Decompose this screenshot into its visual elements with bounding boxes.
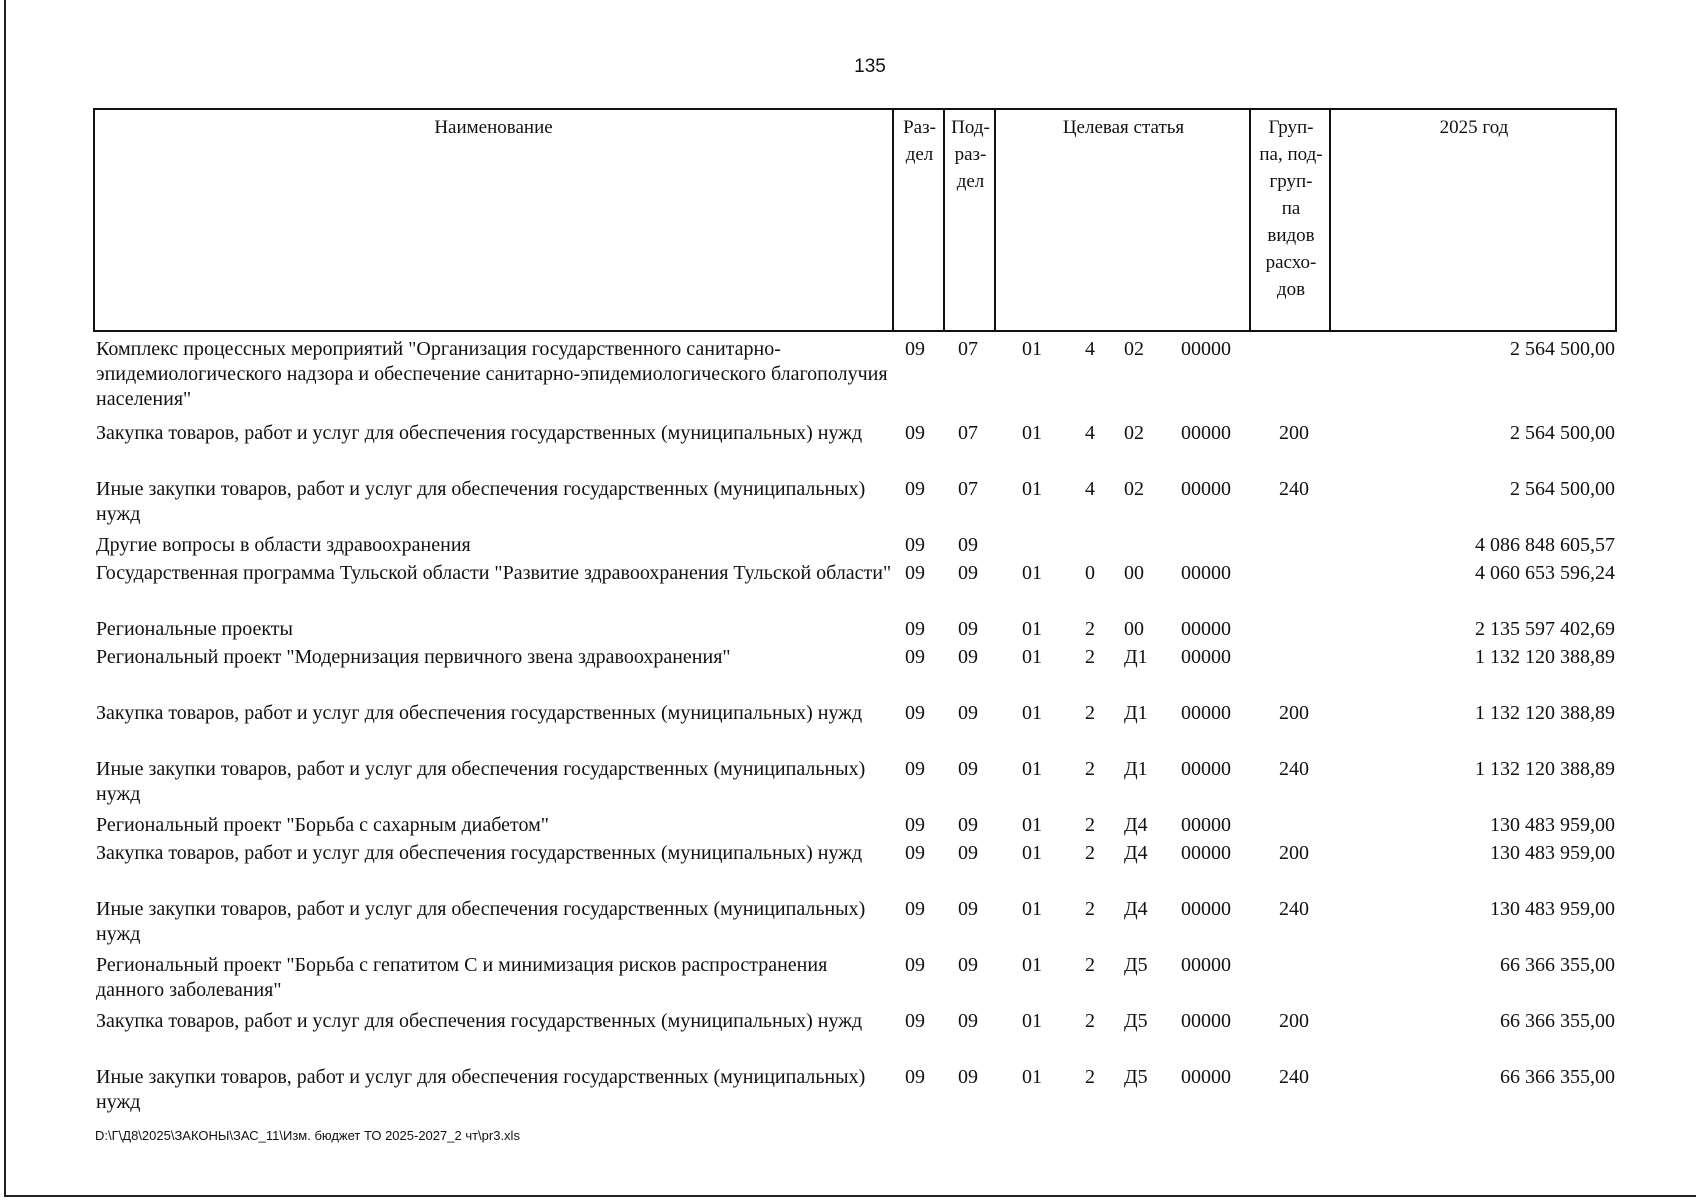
page-frame-bottom (4, 1195, 1696, 1197)
row-t3-cell: Д1 (1124, 646, 1148, 668)
row-razdel-cell: 09 (905, 1066, 925, 1088)
row-t3-cell: Д5 (1124, 954, 1148, 976)
row-amount-cell: 1 132 120 388,89 (1475, 646, 1615, 668)
row-t1-cell: 01 (1022, 842, 1042, 864)
header-year (1329, 110, 1617, 330)
row-t2-cell: 4 (1085, 478, 1095, 500)
row-razdel-cell: 09 (905, 478, 925, 500)
row-t4-cell: 00000 (1181, 1066, 1231, 1088)
row-podrazdel-cell: 09 (958, 534, 978, 556)
row-group-cell: 240 (1279, 478, 1309, 500)
header-podrazdel (943, 110, 996, 330)
header-target (994, 110, 1251, 330)
row-t2-cell: 2 (1085, 1010, 1095, 1032)
row-razdel-cell: 09 (905, 1010, 925, 1032)
row-amount-cell: 2 564 500,00 (1510, 478, 1615, 500)
header-podrazdel-line: Под- (951, 117, 990, 138)
row-podrazdel-cell: 09 (958, 758, 978, 780)
row-group-cell: 200 (1279, 842, 1309, 864)
row-name-cell: Иные закупки товаров, работ и услуг для обеспечения государственных (муниципальных) нужд (96, 478, 866, 525)
row-amount-cell: 130 483 959,00 (1490, 814, 1615, 836)
row-t1-cell: 01 (1022, 338, 1042, 360)
row-name-cell: Региональный проект "Модернизация первичного звена здравоохранения" (96, 646, 731, 668)
row-podrazdel-cell: 09 (958, 562, 978, 584)
row-razdel-cell: 09 (905, 618, 925, 640)
row-t1-cell: 01 (1022, 758, 1042, 780)
row-t2-cell: 4 (1085, 338, 1095, 360)
row-razdel-cell: 09 (905, 898, 925, 920)
row-t1-cell: 01 (1022, 618, 1042, 640)
row-amount-cell: 66 366 355,00 (1500, 954, 1615, 976)
row-razdel-cell: 09 (905, 646, 925, 668)
row-t3-cell: Д5 (1124, 1066, 1148, 1088)
header-group-line: дов (1276, 279, 1306, 300)
header-group-line: груп- (1269, 171, 1313, 192)
row-name-cell: Комплекс процессных мероприятий "Организация государственного санитарно-эпидемиологического надзора и обеспечение санитарно-эпидемиологического благополучия населения" (96, 338, 888, 410)
row-podrazdel-cell: 09 (958, 954, 978, 976)
row-razdel-cell: 09 (905, 534, 925, 556)
header-podrazdel-line: дел (956, 171, 985, 192)
row-razdel-cell: 09 (905, 814, 925, 836)
header-razdel (892, 110, 945, 330)
row-name-cell: Закупка товаров, работ и услуг для обеспечения государственных (муниципальных) нужд (96, 842, 863, 864)
header-group (1249, 110, 1331, 330)
row-t2-cell: 2 (1085, 758, 1095, 780)
row-t2-cell: 2 (1085, 618, 1095, 640)
row-t3-cell: 00 (1124, 562, 1144, 584)
row-podrazdel-cell: 09 (958, 646, 978, 668)
row-name-cell: Иные закупки товаров, работ и услуг для обеспечения государственных (муниципальных) нужд (96, 758, 866, 805)
row-podrazdel-cell: 09 (958, 1010, 978, 1032)
row-t2-cell: 4 (1085, 422, 1095, 444)
header-name-label: Наименование (434, 117, 553, 138)
page-frame-left (4, 0, 6, 1195)
row-name-cell: Закупка товаров, работ и услуг для обеспечения государственных (муниципальных) нужд (96, 422, 863, 444)
row-t3-cell: Д1 (1124, 758, 1148, 780)
row-podrazdel-cell: 07 (958, 478, 978, 500)
page-number: 135 (854, 56, 886, 77)
row-name-cell: Региональный проект "Борьба с сахарным диабетом" (96, 814, 549, 836)
header-podrazdel-line: раз- (954, 144, 987, 165)
row-t4-cell: 00000 (1181, 618, 1231, 640)
row-t2-cell: 2 (1085, 646, 1095, 668)
row-t4-cell: 00000 (1181, 478, 1231, 500)
row-name-cell: Другие вопросы в области здравоохранения (96, 534, 471, 556)
row-t1-cell: 01 (1022, 562, 1042, 584)
row-t4-cell: 00000 (1181, 758, 1231, 780)
row-t3-cell: Д5 (1124, 1010, 1148, 1032)
row-razdel-cell: 09 (905, 338, 925, 360)
row-name-cell: Закупка товаров, работ и услуг для обеспечения государственных (муниципальных) нужд (96, 1010, 863, 1032)
row-group-cell: 200 (1279, 702, 1309, 724)
row-group-cell: 240 (1279, 1066, 1309, 1088)
header-name (95, 110, 892, 330)
row-t4-cell: 00000 (1181, 954, 1231, 976)
row-amount-cell: 4 086 848 605,57 (1475, 534, 1615, 556)
row-razdel-cell: 09 (905, 842, 925, 864)
row-t4-cell: 00000 (1181, 814, 1231, 836)
row-t4-cell: 00000 (1181, 338, 1231, 360)
row-t3-cell: 02 (1124, 338, 1144, 360)
row-t3-cell: Д1 (1124, 702, 1148, 724)
row-t2-cell: 2 (1085, 954, 1095, 976)
row-t3-cell: Д4 (1124, 898, 1148, 920)
row-podrazdel-cell: 09 (958, 702, 978, 724)
footer-file-path: D:\Г\Д8\2025\ЗАКОНЫ\ЗАС_11\Изм. бюджет ТО 2025-2027_2 чт\pr3.xls (95, 1128, 520, 1143)
row-podrazdel-cell: 07 (958, 422, 978, 444)
row-name-cell: Иные закупки товаров, работ и услуг для обеспечения государственных (муниципальных) нужд (96, 1066, 866, 1113)
header-group-line: па, под- (1259, 144, 1323, 165)
row-podrazdel-cell: 09 (958, 814, 978, 836)
row-podrazdel-cell: 09 (958, 842, 978, 864)
row-t3-cell: Д4 (1124, 814, 1148, 836)
row-name-cell: Закупка товаров, работ и услуг для обеспечения государственных (муниципальных) нужд (96, 702, 863, 724)
row-podrazdel-cell: 07 (958, 338, 978, 360)
row-t1-cell: 01 (1022, 1066, 1042, 1088)
row-razdel-cell: 09 (905, 954, 925, 976)
row-razdel-cell: 09 (905, 702, 925, 724)
row-name-cell: Региональные проекты (96, 618, 293, 640)
row-group-cell: 240 (1279, 758, 1309, 780)
row-t1-cell: 01 (1022, 814, 1042, 836)
row-t3-cell: 00 (1124, 618, 1144, 640)
row-amount-cell: 4 060 653 596,24 (1475, 562, 1615, 584)
row-razdel-cell: 09 (905, 562, 925, 584)
header-group-line: па (1281, 198, 1301, 219)
header-group-line: расхо- (1265, 252, 1317, 273)
row-t4-cell: 00000 (1181, 422, 1231, 444)
row-amount-cell: 2 564 500,00 (1510, 422, 1615, 444)
header-group-line: видов (1267, 225, 1315, 246)
header-razdel-line: Раз- (903, 117, 936, 138)
row-t1-cell: 01 (1022, 422, 1042, 444)
header-year-label: 2025 год (1439, 117, 1509, 138)
row-t4-cell: 00000 (1181, 702, 1231, 724)
table-header (93, 108, 1617, 332)
row-amount-cell: 130 483 959,00 (1490, 842, 1615, 864)
row-razdel-cell: 09 (905, 758, 925, 780)
row-name-cell: Государственная программа Тульской области "Развитие здравоохранения Тульской области" (96, 562, 892, 584)
row-t2-cell: 2 (1085, 1066, 1095, 1088)
row-t1-cell: 01 (1022, 1010, 1042, 1032)
row-t1-cell: 01 (1022, 898, 1042, 920)
row-t4-cell: 00000 (1181, 1010, 1231, 1032)
row-razdel-cell: 09 (905, 422, 925, 444)
row-amount-cell: 1 132 120 388,89 (1475, 702, 1615, 724)
header-razdel-line: дел (905, 144, 934, 165)
row-group-cell: 240 (1279, 898, 1309, 920)
header-group-line: Груп- (1268, 117, 1314, 138)
row-t2-cell: 2 (1085, 702, 1095, 724)
row-t1-cell: 01 (1022, 646, 1042, 668)
row-t2-cell: 2 (1085, 842, 1095, 864)
row-t1-cell: 01 (1022, 702, 1042, 724)
row-group-cell: 200 (1279, 422, 1309, 444)
row-t1-cell: 01 (1022, 478, 1042, 500)
row-t4-cell: 00000 (1181, 646, 1231, 668)
row-podrazdel-cell: 09 (958, 1066, 978, 1088)
row-t3-cell: 02 (1124, 422, 1144, 444)
row-amount-cell: 1 132 120 388,89 (1475, 758, 1615, 780)
row-t3-cell: 02 (1124, 478, 1144, 500)
row-group-cell: 200 (1279, 1010, 1309, 1032)
row-t2-cell: 2 (1085, 898, 1095, 920)
row-name-cell: Иные закупки товаров, работ и услуг для обеспечения государственных (муниципальных) нужд (96, 898, 866, 945)
row-amount-cell: 66 366 355,00 (1500, 1066, 1615, 1088)
row-amount-cell: 66 366 355,00 (1500, 1010, 1615, 1032)
row-podrazdel-cell: 09 (958, 618, 978, 640)
row-t4-cell: 00000 (1181, 842, 1231, 864)
row-t2-cell: 2 (1085, 814, 1095, 836)
row-t1-cell: 01 (1022, 954, 1042, 976)
row-t4-cell: 00000 (1181, 562, 1231, 584)
row-t4-cell: 00000 (1181, 898, 1231, 920)
row-amount-cell: 130 483 959,00 (1490, 898, 1615, 920)
row-podrazdel-cell: 09 (958, 898, 978, 920)
row-t2-cell: 0 (1085, 562, 1095, 584)
row-t3-cell: Д4 (1124, 842, 1148, 864)
row-amount-cell: 2 135 597 402,69 (1475, 618, 1615, 640)
row-amount-cell: 2 564 500,00 (1510, 338, 1615, 360)
row-name-cell: Региональный проект "Борьба с гепатитом С и минимизация рисков распространения данного заболевания" (96, 954, 828, 1001)
header-target-label: Целевая статья (1062, 117, 1185, 138)
